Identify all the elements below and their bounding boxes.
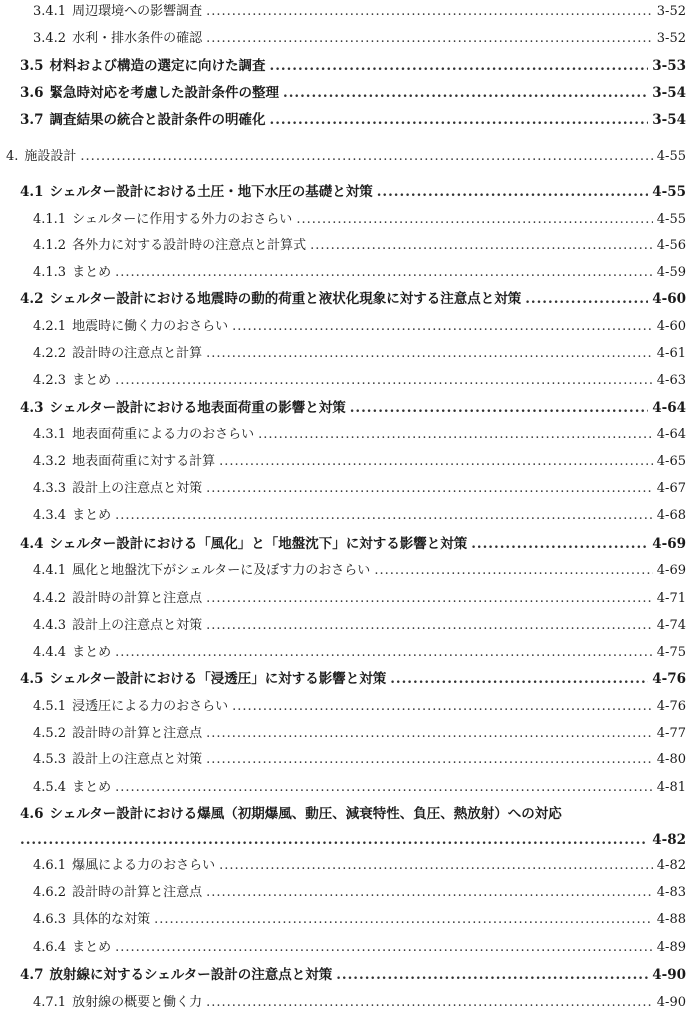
toc-entry-page: 3-52 [656,4,686,19]
toc-dot-leader [310,237,653,255]
toc-entry-page: 4-63 [656,373,686,388]
toc-entry[interactable] [33,751,686,769]
toc-entry-page: 4-69 [656,563,686,578]
toc-entry-number: 4.6.4 [33,940,67,955]
toc-entry-page: 4-55 [656,149,686,164]
toc-dot-leader [206,30,653,48]
toc-entry-number: 4.5.2 [33,726,67,741]
toc-dot-leader [206,751,653,769]
toc-dot-leader [390,670,648,688]
toc-entry-title: シェルター設計における地表面荷重の影響と対策 [49,400,346,416]
toc-entry[interactable] [20,84,686,102]
toc-entry-number: 4.7 [20,967,44,983]
toc-entry-number: 4.3 [20,400,44,416]
toc-entry-page: 4-56 [656,238,686,253]
toc-entry-page: 4-76 [652,671,686,687]
toc-dot-leader [115,939,653,957]
toc-entry-title: 地震時に働く力のおさらい [72,319,229,334]
toc-entry[interactable] [20,399,686,417]
toc-entry-page: 4-74 [656,618,686,633]
toc-dot-leader [283,84,648,102]
toc-entry-page: 4-80 [656,752,686,767]
toc-dot-leader [350,399,649,417]
toc-entry-number: 3.4.1 [33,4,67,19]
toc-entry[interactable] [33,426,686,444]
toc-entry-title: まとめ [72,373,112,388]
toc-dot-leader [206,617,653,635]
toc-entry-number: 4.5.1 [33,699,67,714]
toc-entry-title: まとめ [72,645,112,660]
toc-entry-number: 4.2.3 [33,373,67,388]
toc-entry-title: まとめ [72,940,112,955]
toc-entry-number: 4.1.3 [33,265,67,280]
toc-dot-leader [296,211,652,229]
toc-entry[interactable] [33,211,686,229]
toc-dot-leader [115,372,653,390]
toc-entry-page: 4-89 [656,940,686,955]
toc-entry[interactable] [33,884,686,902]
toc-entry-number: 4.2 [20,291,44,307]
toc-entry-title: まとめ [72,508,112,523]
toc-entry[interactable] [20,111,686,129]
toc-entry[interactable] [33,911,686,929]
toc-entry-title: シェルターに作用する外力のおさらい [72,212,293,227]
toc-entry-page: 4-68 [656,508,686,523]
toc-entry-number: 3.4.2 [33,31,67,46]
toc-entry-page: 4-69 [652,536,686,552]
toc-entry[interactable] [33,3,686,21]
toc-entry-page: 4-55 [652,184,686,200]
toc-entry-number: 4.3.2 [33,454,67,469]
toc-entry[interactable] [33,939,686,957]
toc-entry-number: 4. [6,149,19,164]
toc-dot-leader [471,535,648,553]
toc-entry[interactable] [33,644,686,662]
toc-entry-page: 4-81 [656,780,686,795]
toc-entry[interactable] [20,57,686,75]
toc-dot-leader [206,3,653,21]
toc-entry-title: 材料および構造の選定に向けた調査 [49,58,266,74]
toc-dot-leader [20,831,648,849]
toc-entry-number: 4.1.1 [33,212,67,227]
toc-dot-leader [115,779,653,797]
toc-entry-title: 周辺環境への影響調査 [72,4,203,19]
toc-entry-title: 設計上の注意点と対策 [72,752,203,767]
toc-entry-number: 4.6.3 [33,912,67,927]
toc-entry-page: 4-88 [656,912,686,927]
toc-entry[interactable] [6,148,686,166]
toc-entry-page: 4-76 [656,699,686,714]
toc-entry-page: 4-83 [656,885,686,900]
toc-entry-title: 浸透圧による力のおさらい [72,699,229,714]
toc-entry-number: 4.4.3 [33,618,67,633]
toc-dot-leader [270,57,649,75]
toc-entry-number: 4.4.4 [33,645,67,660]
toc-dot-leader [258,426,653,444]
toc-entry-title: 施設設計 [24,149,77,164]
toc-entry-number: 4.4 [20,536,44,552]
toc-dot-leader [374,562,652,580]
toc-entry-number: 4.7.1 [33,995,67,1010]
toc-entry-page: 4-65 [656,454,686,469]
toc-entry-title: 地表面荷重による力のおさらい [72,427,255,442]
toc-entry-page: 4-64 [652,400,686,416]
toc-entry-number: 4.1.2 [33,238,67,253]
toc-entry-leader-line[interactable] [20,831,686,849]
toc-dot-leader [232,318,653,336]
toc-entry[interactable] [33,480,686,498]
toc-entry-title: 放射線の概要と働く力 [72,995,203,1010]
toc-entry[interactable] [33,698,686,716]
toc-entry[interactable] [20,966,686,984]
toc-entry-number: 4.2.2 [33,346,67,361]
toc-entry[interactable] [33,507,686,525]
toc-entry-page: 4-82 [652,832,686,848]
toc-dot-leader [206,590,653,608]
toc-entry-title: 風化と地盤沈下がシェルターに及ぼす力のおさらい [72,563,371,578]
toc-dot-leader [270,111,649,129]
toc-entry-title: 設計時の計算と注意点 [72,885,203,900]
toc-entry-title: シェルター設計における地震時の動的荷重と液状化現象に対する注意点と対策 [49,291,522,307]
toc-entry-title-line[interactable] [20,805,686,823]
toc-entry-page: 4-77 [656,726,686,741]
toc-entry-number: 4.4.2 [33,591,67,606]
toc-entry[interactable] [33,264,686,282]
toc-entry-number: 4.5.3 [33,752,67,767]
toc-entry[interactable] [20,670,686,688]
toc-entry[interactable] [33,562,686,580]
toc-entry-number: 4.4.1 [33,563,67,578]
toc-entry-title: シェルター設計における「浸透圧」に対する影響と対策 [49,671,387,687]
toc-entry-title: 具体的な対策 [72,912,151,927]
toc-entry-page: 4-60 [652,291,686,307]
toc-entry-title: まとめ [72,780,112,795]
toc-entry-page: 4-60 [656,319,686,334]
toc-entry-page: 3-53 [652,58,686,74]
toc-entry-title: 設計時の注意点と計算 [72,346,203,361]
toc-entry[interactable] [33,725,686,743]
toc-entry-title: 設計上の注意点と対策 [72,618,203,633]
toc-entry-number: 4.2.1 [33,319,67,334]
toc-entry-page: 4-67 [656,481,686,496]
toc-entry-page: 3-52 [656,31,686,46]
toc-entry-number: 4.1 [20,184,44,200]
toc-entry-title: 設計上の注意点と対策 [72,481,203,496]
toc-entry-title: 設計時の計算と注意点 [72,726,203,741]
toc-dot-leader [206,480,653,498]
toc-dot-leader [80,148,652,166]
toc-entry-page: 4-61 [656,346,686,361]
toc-dot-leader [206,725,653,743]
toc-entry-title: 各外力に対する設計時の注意点と計算式 [72,238,307,253]
toc-entry-number: 4.6.2 [33,885,67,900]
toc-entry-title: 放射線に対するシェルター設計の注意点と対策 [49,967,333,983]
toc-entry-title: 地表面荷重に対する計算 [72,454,216,469]
toc-entry-number: 3.5 [20,58,44,74]
toc-entry[interactable] [33,318,686,336]
toc-entry-page: 4-71 [656,591,686,606]
toc-entry-number: 3.6 [20,85,44,101]
toc-dot-leader [115,507,653,525]
toc-entry-title: シェルター設計における爆風（初期爆風、動圧、減衰特性、負圧、熱放射）への対応 [49,806,562,822]
toc-dot-leader [206,345,653,363]
toc-dot-leader [206,994,653,1012]
toc-entry[interactable] [33,30,686,48]
toc-dot-leader [525,290,648,308]
toc-entry-page: 4-55 [656,212,686,227]
toc-entry-number: 4.3.1 [33,427,67,442]
toc-entry-title: シェルター設計における土圧・地下水圧の基礎と対策 [49,184,373,200]
toc-dot-leader [115,644,653,662]
toc-entry-number: 4.5.4 [33,780,67,795]
toc-dot-leader [219,453,653,471]
toc-entry-page: 4-90 [652,967,686,983]
toc-entry[interactable] [33,994,686,1012]
toc-entry[interactable] [33,237,686,255]
toc-entry-title: 水利・排水条件の確認 [72,31,203,46]
toc-entry-page: 4-75 [656,645,686,660]
toc-entry[interactable] [33,372,686,390]
toc-entry-title: 調査結果の統合と設計条件の明確化 [49,112,266,128]
toc-entry[interactable] [33,345,686,363]
toc-entry-number: 4.3.3 [33,481,67,496]
toc-entry-title: シェルター設計における「風化」と「地盤沈下」に対する影響と対策 [49,536,468,552]
toc-entry[interactable] [20,183,686,201]
toc-entry-title: 緊急時対応を考慮した設計条件の整理 [49,85,279,101]
toc-dot-leader [115,264,653,282]
toc-entry-page: 4-59 [656,265,686,280]
toc-entry-page: 3-54 [652,85,686,101]
toc-dot-leader [219,857,653,875]
toc-entry[interactable] [20,535,686,553]
toc-entry-page: 4-82 [656,858,686,873]
toc-entry[interactable] [33,857,686,875]
toc-entry-number: 4.6.1 [33,858,67,873]
toc-entry-title: 爆風による力のおさらい [72,858,216,873]
toc-entry[interactable] [33,779,686,797]
toc-dot-leader [206,884,653,902]
toc-entry[interactable] [20,290,686,308]
toc-dot-leader [336,966,648,984]
toc-entry[interactable] [33,453,686,471]
toc-entry[interactable] [33,590,686,608]
toc-dot-leader [232,698,653,716]
toc-entry[interactable] [33,617,686,635]
toc-entry-title: 設計時の計算と注意点 [72,591,203,606]
toc-entry-number: 4.5 [20,671,44,687]
toc-entry-number: 4.3.4 [33,508,67,523]
toc-dot-leader [377,183,649,201]
toc-entry-page: 4-64 [656,427,686,442]
toc-entry-title: まとめ [72,265,112,280]
toc-entry-page: 3-54 [652,112,686,128]
toc-entry-page: 4-90 [656,995,686,1010]
toc-dot-leader [154,911,653,929]
toc-entry-number: 3.7 [20,112,44,128]
toc-entry-number: 4.6 [20,806,44,822]
